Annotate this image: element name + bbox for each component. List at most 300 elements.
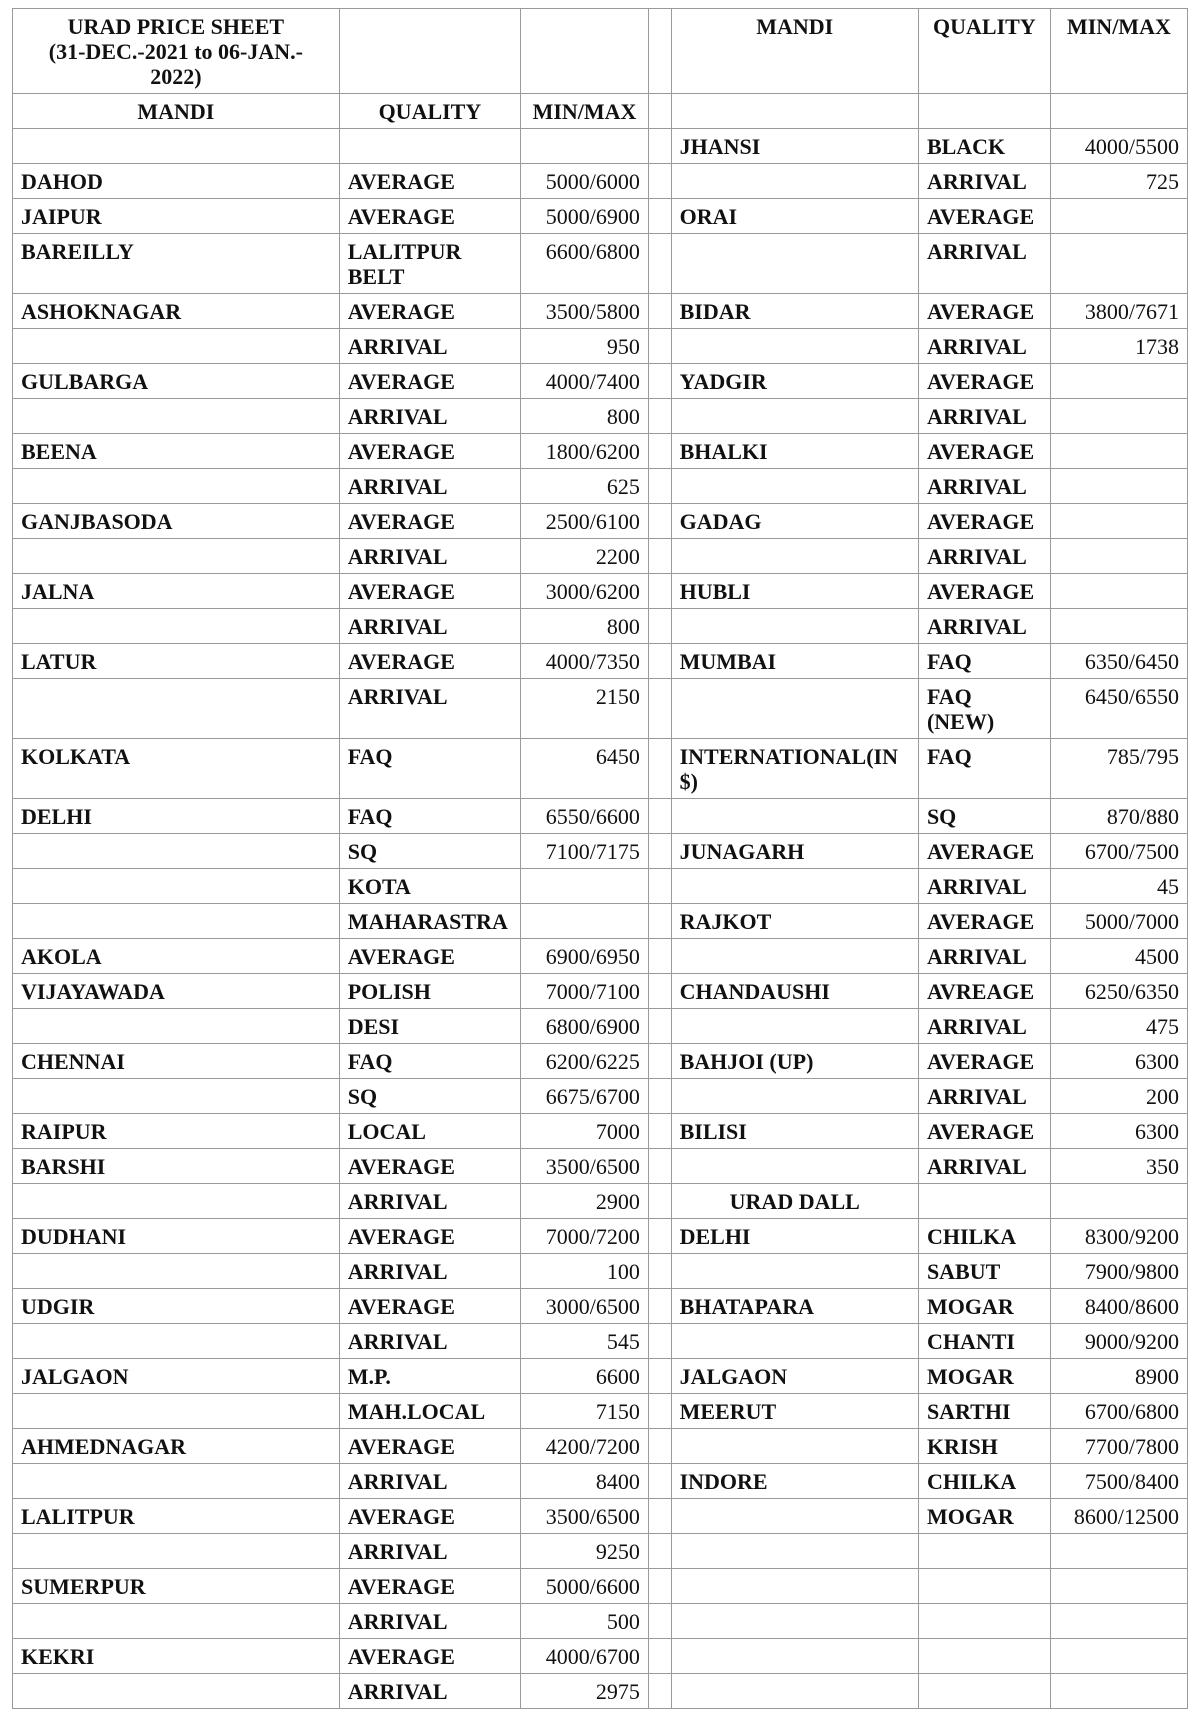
left-quality-cell: POLISH [339,974,520,1009]
right-quality-cell: AVERAGE [918,434,1050,469]
right-mandi-cell: MUMBAI [671,644,918,679]
table-row [13,469,1188,504]
right-minmax-cell: 4000/5500 [1050,129,1187,164]
table-row [13,1044,1188,1079]
table-row [13,399,1188,434]
column-gap [648,1499,671,1534]
column-gap [648,469,671,504]
right-quality-cell: ARRIVAL [918,469,1050,504]
title-line-2: (31-DEC.-2021 to 06-JAN.- [48,39,303,64]
right-quality-cell: SARTHI [918,1394,1050,1429]
table-row [13,1289,1188,1324]
column-gap [648,399,671,434]
left-minmax-cell: 3500/6500 [521,1149,649,1184]
left-quality-cell: AVERAGE [339,574,520,609]
left-minmax-cell: 3000/6500 [521,1289,649,1324]
right-mandi-cell [671,1254,918,1289]
table-row [13,1429,1188,1464]
right-minmax-cell [1050,574,1187,609]
right-minmax-cell: 6700/6800 [1050,1394,1187,1429]
table-row [13,1324,1188,1359]
right-quality-cell: ARRIVAL [918,609,1050,644]
right-mandi-cell [671,1499,918,1534]
table-row [13,939,1188,974]
right-mandi-cell: JHANSI [671,129,918,164]
left-quality-cell: AVERAGE [339,1149,520,1184]
table-row [13,129,1188,164]
left-mandi-cell: BARSHI [13,1149,340,1184]
table-row [13,904,1188,939]
column-gap [648,644,671,679]
left-quality-cell: ARRIVAL [339,399,520,434]
right-quality-cell [918,1604,1050,1639]
left-quality-cell [339,129,520,164]
left-minmax-cell: 3500/6500 [521,1499,649,1534]
right-quality-cell: ARRIVAL [918,329,1050,364]
price-table [12,8,1188,1709]
left-minmax-cell [521,869,649,904]
left-minmax-cell: 800 [521,609,649,644]
left-mandi-cell: DAHOD [13,164,340,199]
table-row [13,1534,1188,1569]
column-gap [648,364,671,399]
right-mandi-cell: YADGIR [671,364,918,399]
right-mandi-cell: RAJKOT [671,904,918,939]
right-quality-cell: FAQ [918,739,1050,799]
right-minmax-cell: 6300 [1050,1044,1187,1079]
left-mandi-cell [13,1254,340,1289]
table-row [13,1499,1188,1534]
right-mandi-cell [671,539,918,574]
right-mandi-cell: ORAI [671,199,918,234]
column-gap [648,1149,671,1184]
right-quality-cell: AVERAGE [918,574,1050,609]
right-minmax-cell [1050,1604,1187,1639]
left-minmax-cell: 800 [521,399,649,434]
left-minmax-cell: 6900/6950 [521,939,649,974]
right-quality-cell: AVERAGE [918,1114,1050,1149]
table-row [13,434,1188,469]
right-minmax-cell: 785/795 [1050,739,1187,799]
right-quality-cell: CHILKA [918,1464,1050,1499]
right-minmax-cell [1050,504,1187,539]
right-minmax-cell [1050,434,1187,469]
right-quality-cell: AVERAGE [918,1044,1050,1079]
right-minmax-cell: 4500 [1050,939,1187,974]
column-gap [648,94,671,129]
right-mandi-cell [671,1429,918,1464]
urad-dall-heading: URAD DALL [671,1184,918,1219]
left-minmax-cell: 4000/7400 [521,364,649,399]
right-quality-cell: AVERAGE [918,504,1050,539]
right-quality-cell: AVREAGE [918,974,1050,1009]
header-row-1 [13,9,1188,94]
left-minmax-cell: 6550/6600 [521,799,649,834]
empty-cell [521,9,649,94]
table-row [13,644,1188,679]
right-quality-cell: ARRIVAL [918,164,1050,199]
left-minmax-cell: 6200/6225 [521,1044,649,1079]
left-minmax-cell: 2200 [521,539,649,574]
right-minmax-cell [1050,1674,1187,1709]
right-quality-cell: MOGAR [918,1289,1050,1324]
left-quality-cell: AVERAGE [339,1289,520,1324]
left-mandi-cell [13,129,340,164]
left-quality-cell: ARRIVAL [339,1464,520,1499]
left-mandi-cell [13,679,340,739]
left-quality-cell: ARRIVAL [339,539,520,574]
table-row [13,329,1188,364]
column-gap [648,609,671,644]
left-quality-cell: ARRIVAL [339,1324,520,1359]
left-minmax-cell: 2500/6100 [521,504,649,539]
column-gap [648,9,671,94]
column-gap [648,1219,671,1254]
right-quality-cell: FAQ (NEW) [918,679,1050,739]
left-quality-cell: AVERAGE [339,434,520,469]
left-mandi-cell [13,539,340,574]
right-mandi-cell [671,469,918,504]
right-minmax-cell: 6350/6450 [1050,644,1187,679]
right-mandi-cell: JUNAGARH [671,834,918,869]
column-gap [648,1464,671,1499]
table-row [13,1569,1188,1604]
left-mandi-cell: CHENNAI [13,1044,340,1079]
left-mandi-cell: UDGIR [13,1289,340,1324]
column-gap [648,799,671,834]
table-row [13,1149,1188,1184]
table-row [13,739,1188,799]
right-minmax-cell: 870/880 [1050,799,1187,834]
right-header-mandi: MANDI [671,9,918,94]
right-minmax-cell: 6300 [1050,1114,1187,1149]
table-row [13,504,1188,539]
column-gap [648,1534,671,1569]
left-minmax-cell: 4000/7350 [521,644,649,679]
left-minmax-cell: 5000/6600 [521,1569,649,1604]
table-row [13,294,1188,329]
left-minmax-cell: 2975 [521,1674,649,1709]
right-mandi-cell: INDORE [671,1464,918,1499]
table-row [13,234,1188,294]
table-row [13,1639,1188,1674]
right-header-quality: QUALITY [918,9,1050,94]
table-row [13,199,1188,234]
right-mandi-cell [671,1009,918,1044]
right-mandi-cell [671,869,918,904]
table-row [13,799,1188,834]
right-mandi-cell [671,164,918,199]
left-quality-cell: AVERAGE [339,1639,520,1674]
left-quality-cell: M.P. [339,1359,520,1394]
left-quality-cell: FAQ [339,799,520,834]
table-row [13,1009,1188,1044]
right-quality-cell: ARRIVAL [918,1149,1050,1184]
column-gap [648,1674,671,1709]
column-gap [648,234,671,294]
right-minmax-cell: 475 [1050,1009,1187,1044]
right-quality-cell: MOGAR [918,1359,1050,1394]
right-quality-cell: AVERAGE [918,834,1050,869]
left-minmax-cell: 500 [521,1604,649,1639]
column-gap [648,1604,671,1639]
left-quality-cell: AVERAGE [339,164,520,199]
right-mandi-cell: DELHI [671,1219,918,1254]
header-row-2 [13,94,1188,129]
table-row [13,1114,1188,1149]
urad-price-sheet [12,8,1188,1709]
right-minmax-cell [1050,469,1187,504]
column-gap [648,199,671,234]
left-quality-cell: ARRIVAL [339,1184,520,1219]
left-quality-cell: ARRIVAL [339,609,520,644]
left-mandi-cell [13,834,340,869]
column-gap [648,1639,671,1674]
right-mandi-cell: BHATAPARA [671,1289,918,1324]
column-gap [648,739,671,799]
left-mandi-cell [13,1184,340,1219]
right-mandi-cell [671,939,918,974]
right-mandi-cell: CHANDAUSHI [671,974,918,1009]
table-row [13,869,1188,904]
right-minmax-cell: 725 [1050,164,1187,199]
left-minmax-cell [521,904,649,939]
right-mandi-cell: MEERUT [671,1394,918,1429]
right-minmax-cell [1050,364,1187,399]
right-minmax-cell: 1738 [1050,329,1187,364]
column-gap [648,679,671,739]
right-quality-cell: ARRIVAL [918,939,1050,974]
left-mandi-cell [13,1009,340,1044]
left-quality-cell: AVERAGE [339,294,520,329]
column-gap [648,1184,671,1219]
right-quality-cell: ARRIVAL [918,399,1050,434]
column-gap [648,574,671,609]
left-quality-cell: ARRIVAL [339,1604,520,1639]
right-quality-cell: ARRIVAL [918,1079,1050,1114]
left-minmax-cell: 4200/7200 [521,1429,649,1464]
left-mandi-cell: BAREILLY [13,234,340,294]
right-quality-cell: ARRIVAL [918,869,1050,904]
right-minmax-cell [1050,234,1187,294]
right-quality-cell [918,1569,1050,1604]
right-minmax-cell [1050,1639,1187,1674]
right-quality-cell: AVERAGE [918,364,1050,399]
right-quality-cell: CHANTI [918,1324,1050,1359]
left-minmax-cell: 3500/5800 [521,294,649,329]
empty-cell [918,94,1050,129]
table-row [13,164,1188,199]
column-gap [648,294,671,329]
empty-cell [1050,94,1187,129]
left-mandi-cell [13,329,340,364]
left-quality-cell: AVERAGE [339,1219,520,1254]
left-minmax-cell: 7000/7100 [521,974,649,1009]
right-mandi-cell: JALGAON [671,1359,918,1394]
left-minmax-cell: 7000/7200 [521,1219,649,1254]
column-gap [648,1114,671,1149]
column-gap [648,869,671,904]
left-mandi-cell: VIJAYAWADA [13,974,340,1009]
left-mandi-cell [13,609,340,644]
table-row [13,834,1188,869]
right-minmax-cell: 8400/8600 [1050,1289,1187,1324]
left-mandi-cell: KOLKATA [13,739,340,799]
right-quality-cell: AVERAGE [918,904,1050,939]
left-minmax-cell: 6675/6700 [521,1079,649,1114]
table-row [13,539,1188,574]
right-mandi-cell [671,1324,918,1359]
column-gap [648,1289,671,1324]
left-mandi-cell [13,869,340,904]
left-quality-cell: KOTA [339,869,520,904]
left-quality-cell: ARRIVAL [339,469,520,504]
table-row [13,1674,1188,1709]
left-mandi-cell [13,904,340,939]
right-mandi-cell [671,399,918,434]
right-mandi-cell [671,1149,918,1184]
left-quality-cell: ARRIVAL [339,1674,520,1709]
left-quality-cell: AVERAGE [339,1499,520,1534]
left-minmax-cell: 545 [521,1324,649,1359]
column-gap [648,1009,671,1044]
left-minmax-cell: 625 [521,469,649,504]
left-minmax-cell: 100 [521,1254,649,1289]
right-minmax-cell: 7500/8400 [1050,1464,1187,1499]
right-mandi-cell [671,1569,918,1604]
right-mandi-cell [671,1639,918,1674]
column-gap [648,1079,671,1114]
right-quality-cell: ARRIVAL [918,539,1050,574]
left-minmax-cell: 8400 [521,1464,649,1499]
left-quality-cell: AVERAGE [339,504,520,539]
left-minmax-cell: 7000 [521,1114,649,1149]
right-mandi-cell [671,1604,918,1639]
table-row [13,1604,1188,1639]
right-minmax-cell [1050,1534,1187,1569]
left-minmax-cell: 6600 [521,1359,649,1394]
left-quality-cell: AVERAGE [339,939,520,974]
left-minmax-cell: 4000/6700 [521,1639,649,1674]
right-minmax-cell [1050,609,1187,644]
right-minmax-cell: 6700/7500 [1050,834,1187,869]
right-minmax-cell: 8300/9200 [1050,1219,1187,1254]
right-mandi-cell [671,679,918,739]
left-minmax-cell: 6600/6800 [521,234,649,294]
column-gap [648,1324,671,1359]
table-row [13,364,1188,399]
column-gap [648,1359,671,1394]
right-minmax-cell: 45 [1050,869,1187,904]
left-mandi-cell: DUDHANI [13,1219,340,1254]
left-header-mandi: MANDI [13,94,340,129]
left-mandi-cell: GANJBASODA [13,504,340,539]
table-row [13,1359,1188,1394]
left-mandi-cell: JAIPUR [13,199,340,234]
left-header-quality: QUALITY [339,94,520,129]
left-mandi-cell: SUMERPUR [13,1569,340,1604]
right-minmax-cell: 6450/6550 [1050,679,1187,739]
right-minmax-cell [1050,1569,1187,1604]
column-gap [648,504,671,539]
left-quality-cell: ARRIVAL [339,329,520,364]
table-row [13,1464,1188,1499]
right-mandi-cell [671,329,918,364]
right-minmax-cell: 6250/6350 [1050,974,1187,1009]
column-gap [648,164,671,199]
right-minmax-cell: 200 [1050,1079,1187,1114]
column-gap [648,434,671,469]
right-mandi-cell: BILISI [671,1114,918,1149]
left-mandi-cell [13,1464,340,1499]
right-minmax-cell [1050,199,1187,234]
empty-cell [339,9,520,94]
left-quality-cell: AVERAGE [339,199,520,234]
right-quality-cell [918,1534,1050,1569]
right-mandi-cell: BAHJOI (UP) [671,1044,918,1079]
left-mandi-cell: KEKRI [13,1639,340,1674]
left-mandi-cell [13,1394,340,1429]
right-minmax-cell: 3800/7671 [1050,294,1187,329]
left-quality-cell: ARRIVAL [339,1254,520,1289]
right-minmax-cell: 7900/9800 [1050,1254,1187,1289]
column-gap [648,1394,671,1429]
left-minmax-cell: 7100/7175 [521,834,649,869]
left-minmax-cell: 6800/6900 [521,1009,649,1044]
title-line-1: URAD PRICE SHEET [67,14,285,39]
left-mandi-cell [13,1604,340,1639]
right-minmax-cell [1050,1184,1187,1219]
empty-cell [671,94,918,129]
right-quality-cell: CHILKA [918,1219,1050,1254]
left-quality-cell: LOCAL [339,1114,520,1149]
right-quality-cell: KRISH [918,1429,1050,1464]
left-mandi-cell: JALNA [13,574,340,609]
right-mandi-cell: BIDAR [671,294,918,329]
left-quality-cell: DESI [339,1009,520,1044]
column-gap [648,1254,671,1289]
right-quality-cell [918,1674,1050,1709]
right-quality-cell [918,1184,1050,1219]
left-mandi-cell: DELHI [13,799,340,834]
column-gap [648,974,671,1009]
table-row [13,609,1188,644]
left-mandi-cell: LATUR [13,644,340,679]
left-quality-cell: AVERAGE [339,1569,520,1604]
left-mandi-cell: ASHOKNAGAR [13,294,340,329]
table-row [13,1394,1188,1429]
title-line-3: 2022) [150,64,202,89]
right-mandi-cell [671,234,918,294]
right-minmax-cell: 9000/9200 [1050,1324,1187,1359]
left-quality-cell: AVERAGE [339,1429,520,1464]
left-quality-cell: MAHARASTRA [339,904,520,939]
left-quality-cell: MAH.LOCAL [339,1394,520,1429]
right-quality-cell: BLACK [918,129,1050,164]
left-mandi-cell: GULBARGA [13,364,340,399]
table-row [13,574,1188,609]
left-quality-cell: ARRIVAL [339,679,520,739]
left-minmax-cell: 950 [521,329,649,364]
column-gap [648,1044,671,1079]
right-mandi-cell [671,1674,918,1709]
left-mandi-cell: LALITPUR [13,1499,340,1534]
left-minmax-cell: 7150 [521,1394,649,1429]
left-quality-cell: SQ [339,1079,520,1114]
left-quality-cell: FAQ [339,739,520,799]
right-mandi-cell: HUBLI [671,574,918,609]
left-mandi-cell [13,1534,340,1569]
